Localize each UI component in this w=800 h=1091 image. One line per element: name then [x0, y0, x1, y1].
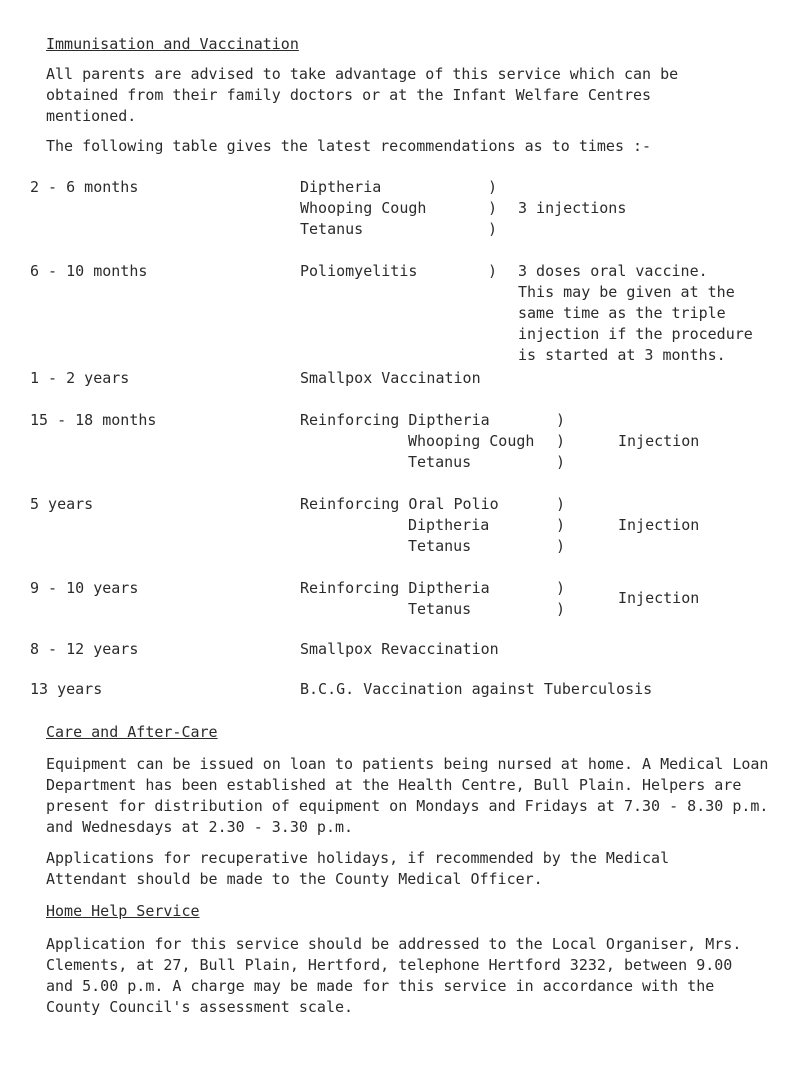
schedule-age: 13 years — [30, 680, 103, 698]
schedule-subject: Diptheria Whooping Cough Tetanus — [300, 178, 427, 238]
schedule-age: 15 - 18 months — [30, 411, 157, 429]
schedule-subject: Reinforcing Diptheria Tetanus — [300, 579, 490, 618]
schedule-age: 6 - 10 months — [30, 262, 148, 280]
home-help-paragraph: Application for this service should be addressed to the Local Organiser, Mrs. Clements, at 27, Bull Plain, Hertford, telephone Hertford 3232, between 9.00 and 5.00 p.m. A charge may be made for this service in accordance with the County Council's assessment scale. — [46, 935, 742, 1016]
schedule-note: 3 injections — [518, 199, 627, 217]
bracket: ) — [488, 262, 498, 280]
schedule-age: 2 - 6 months — [30, 178, 139, 196]
schedule-subject: Poliomyelitis — [300, 262, 418, 280]
care-heading: Care and After-Care — [46, 723, 218, 741]
schedule-subject: Reinforcing Diptheria Whooping Cough Tetanus — [300, 411, 535, 471]
bracket: ) ) — [556, 579, 566, 618]
schedule-age: 1 - 2 years — [30, 369, 130, 387]
schedule-subject: B.C.G. Vaccination against Tuberculosis — [300, 680, 653, 698]
schedule-subject: Smallpox Revaccination — [300, 640, 499, 658]
immunisation-heading: Immunisation and Vaccination — [46, 35, 299, 53]
bracket: ) ) ) — [556, 495, 566, 555]
care-paragraph-2: Applications for recuperative holidays, if recommended by the Medical Attendant should be made to the County Medical Officer. — [46, 849, 670, 888]
schedule-subject: Reinforcing Oral Polio Diptheria Tetanus — [300, 495, 499, 555]
schedule-note: Injection — [618, 589, 700, 607]
schedule-age: 9 - 10 years — [30, 579, 139, 597]
schedule-subject: Smallpox Vaccination — [300, 369, 481, 387]
home-help-heading: Home Help Service — [46, 902, 200, 920]
immunisation-intro: All parents are advised to take advantage of this service which can be obtained from their family doctors or at the Infant Welfare Centres mentioned. — [46, 65, 679, 125]
bracket: ) ) ) — [488, 178, 498, 238]
schedule-age: 5 years — [30, 495, 94, 513]
schedule-note: 3 doses oral vaccine. This may be given at the same time as the triple injection if the procedure is started at 3 months. — [518, 262, 753, 364]
care-paragraph-1: Equipment can be issued on loan to patients being nursed at home. A Medical Loan Department has been established at the Health Centre, Bull Plain. Helpers are present for distribution of equipment on Mondays and Fridays at 7.30 - 8.30 p.m. and Wednesdays at 2.30 - 3.30 p.m. — [46, 755, 769, 836]
bracket: ) ) ) — [556, 411, 566, 471]
schedule-age: 8 - 12 years — [30, 640, 139, 658]
schedule-note: Injection — [618, 432, 700, 450]
schedule-note: Injection — [618, 516, 700, 534]
table-intro: The following table gives the latest recommendations as to times :- — [46, 137, 652, 155]
